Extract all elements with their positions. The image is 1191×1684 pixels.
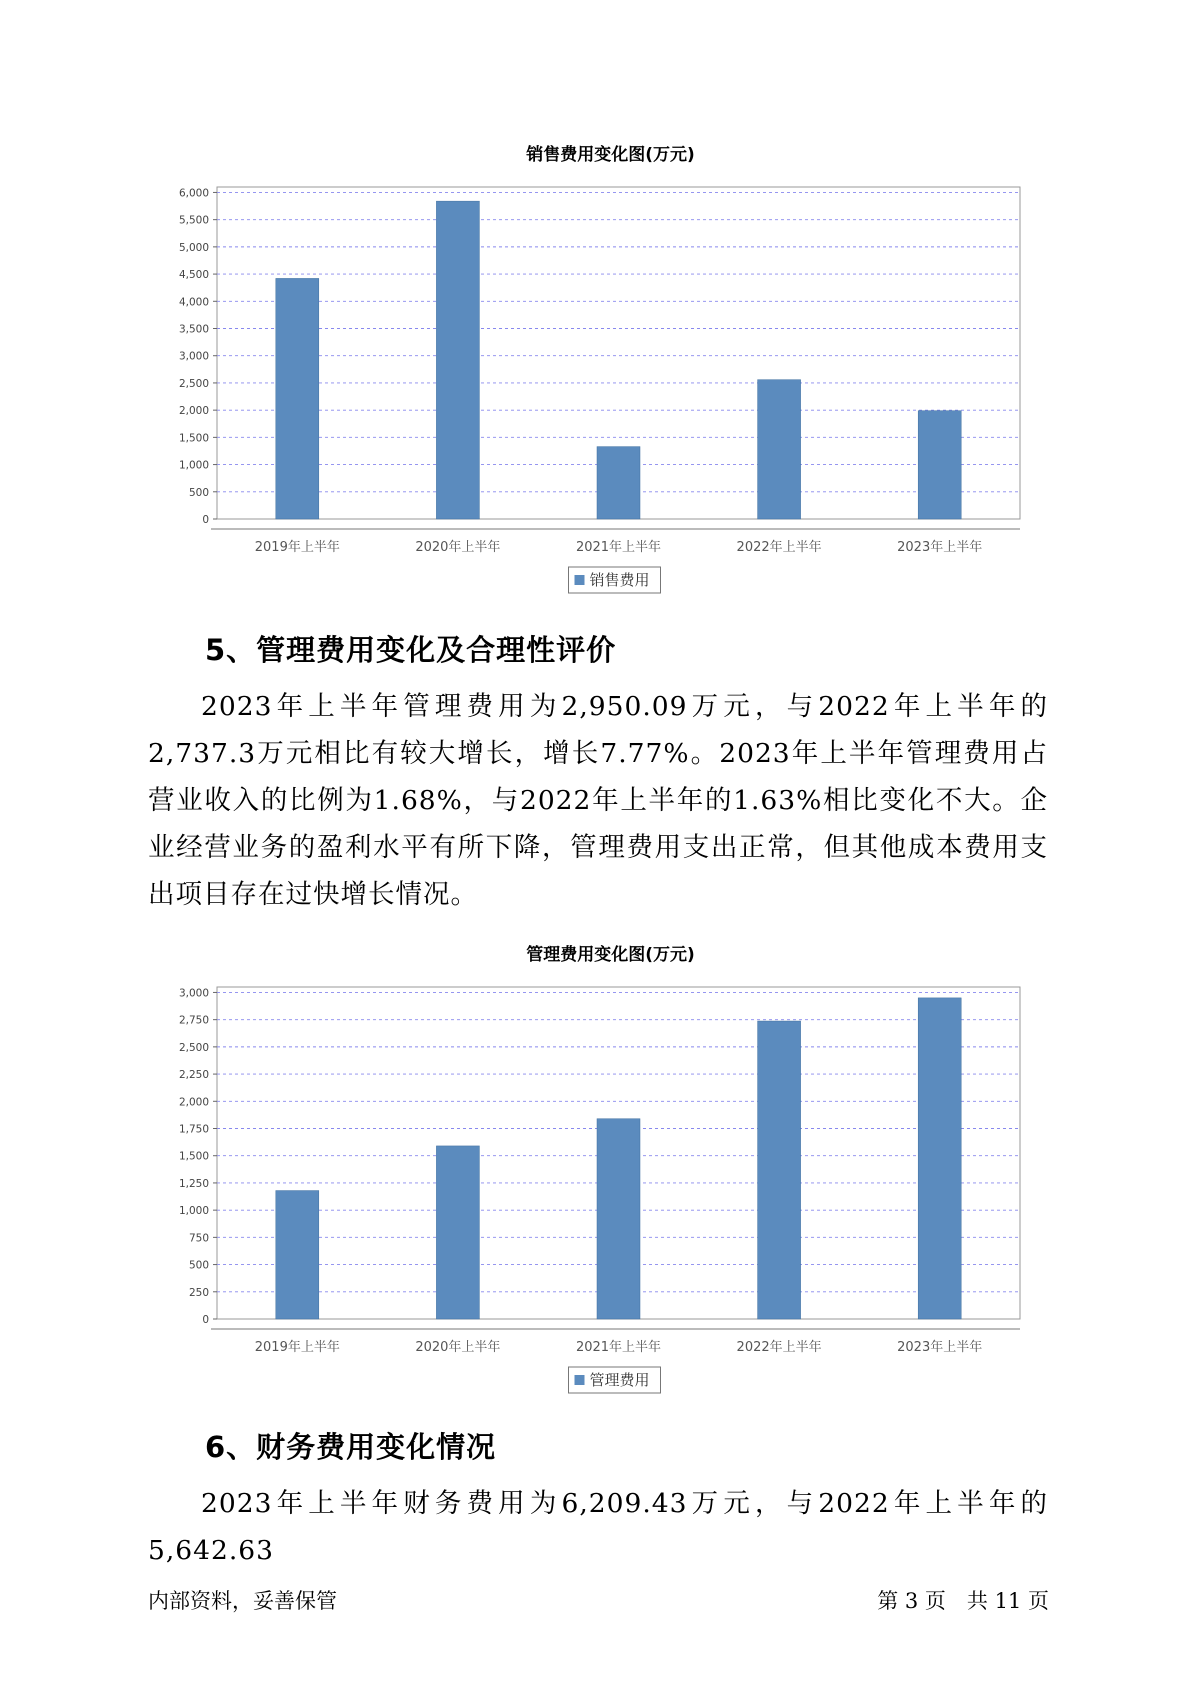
y-tick-label: 250 [188,1286,209,1299]
y-tick-label: 2,500 [178,377,209,390]
y-tick-label: 3,000 [178,350,209,363]
legend-label: 管理费用 [589,1371,650,1389]
y-tick-label: 1,000 [178,459,209,472]
section-5-heading: 5、管理费用变化及合理性评价 [205,633,617,667]
y-tick-label: 1,750 [178,1123,209,1136]
y-tick-label: 2,250 [178,1069,209,1082]
footer-confidential-note: 内部资料，妥善保管 [148,1589,337,1613]
y-tick-label: 2,750 [178,1014,209,1027]
x-tick-label: 2020年上半年 [415,1340,501,1355]
bar [597,447,640,519]
y-tick-label: 5,500 [178,214,209,227]
y-tick-label: 3,000 [178,987,209,1000]
chart-title: 管理费用变化图(万元) [526,945,695,965]
y-tick-label: 0 [202,514,209,526]
y-tick-label: 2,000 [178,1096,209,1109]
bar [276,1191,319,1319]
x-tick-label: 2022年上半年 [736,540,822,555]
y-tick-label: 5,000 [178,241,209,254]
y-tick-label: 1,250 [178,1177,209,1190]
chart-legend [569,1367,661,1393]
sales-expense-chart-svg [0,130,1191,600]
bar [758,1021,801,1319]
legend-swatch [575,575,585,585]
admin-expense-chart [0,930,1191,1400]
y-tick-label: 0 [202,1314,209,1326]
sales-expense-chart [0,130,1191,600]
bar [436,201,479,519]
legend-label: 销售费用 [589,571,650,589]
x-tick-label: 2019年上半年 [254,1340,340,1355]
y-tick-label: 750 [188,1232,209,1245]
y-tick-label: 500 [188,486,209,499]
legend-swatch [575,1375,585,1385]
y-tick-label: 2,500 [178,1041,209,1054]
x-tick-label: 2019年上半年 [254,540,340,555]
bar [918,998,961,1319]
bar [597,1119,640,1319]
chart-title: 销售费用变化图(万元) [526,145,695,165]
x-tick-label: 2023年上半年 [897,1340,983,1355]
y-tick-label: 3,500 [178,323,209,336]
x-tick-label: 2021年上半年 [575,1340,662,1355]
y-tick-label: 6,000 [178,187,209,200]
section-5-paragraph: 2023年上半年管理费用为2,950.09万元，与2022年上半年的2,737.3万元相比有较大增长，增长7.77%。2023年上半年管理费用占营业收入的比例为1.68%，与2022年上半年的1.63%相比变化不大。企业经营业务的盈利水平有所下降，管理费用支出正常，但其他成本费用支出项目存在过快增长情况。 [148,691,1048,910]
x-tick-label: 2020年上半年 [415,540,501,555]
bar [758,380,801,519]
section-6-heading: 6、财务费用变化情况 [205,1430,497,1464]
y-tick-label: 1,500 [178,1150,209,1163]
y-tick-label: 4,000 [178,296,209,309]
chart-legend [569,567,661,593]
section-6-paragraph: 2023年上半年财务费用为6,209.43万元，与2022年上半年的5,642.63 [148,1488,1048,1566]
x-tick-label: 2021年上半年 [575,540,662,555]
admin-expense-chart-svg [0,930,1191,1400]
bar [276,278,319,519]
bar [436,1146,479,1319]
y-tick-label: 1,000 [178,1205,209,1218]
bar [918,411,961,519]
y-tick-label: 1,500 [178,432,209,445]
y-tick-label: 500 [188,1259,209,1272]
x-tick-label: 2023年上半年 [897,540,983,555]
x-tick-label: 2022年上半年 [736,1340,822,1355]
y-tick-label: 4,500 [178,269,209,282]
footer-page-number: 第 3 页 共 11 页 [877,1589,1049,1613]
y-tick-label: 2,000 [178,405,209,418]
